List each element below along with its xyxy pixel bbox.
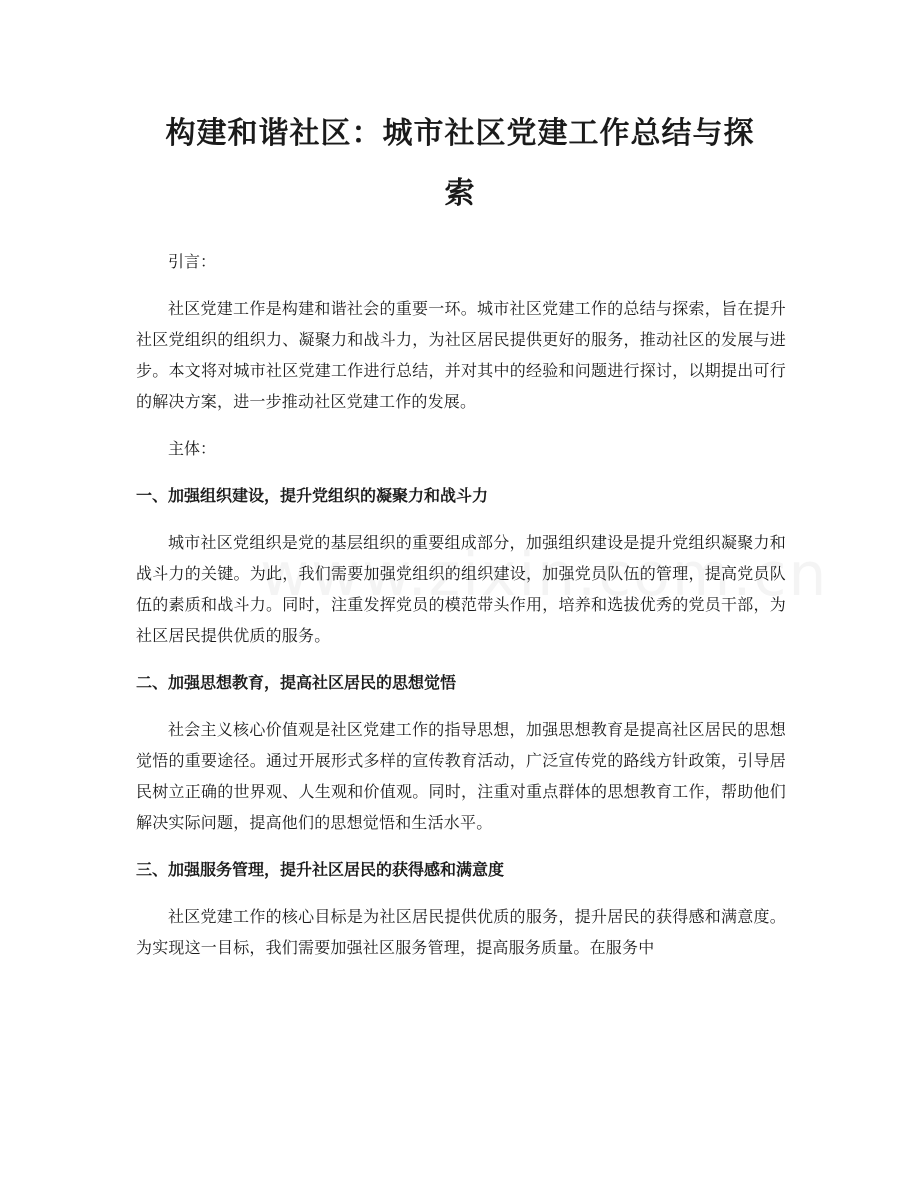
intro-label: 引言： bbox=[168, 252, 217, 271]
intro-paragraph: 社区党建工作是构建和谐社会的重要一环。城市社区党建工作的总结与探索，旨在提升社区党组织的组织力、凝聚力和战斗力，为社区居民提供更好的服务，推动社区的发展与进步。本文将对城市社区党建工作进行总结，并对其中的经验和问题进行探讨，以期提出可行的解决方案，进一步推动社区党建工作的发展。 bbox=[136, 299, 786, 411]
section-paragraph-2: 社会主义核心价值观是社区党建工作的指导思想，加强思想教育是提高社区居民的思想觉悟的重要途径。通过开展形式多样的宣传教育活动，广泛宣传党的路线方针政策，引导居民树立正确的世界观、人生观和价值观。同时，注重对重点群体的思想教育工作，帮助他们解决实际问题，提高他们的思想觉悟和生活水平。 bbox=[136, 720, 786, 832]
section-heading-1: 一、加强组织建设，提升党组织的凝聚力和战斗力 bbox=[136, 486, 489, 505]
section-heading-2: 二、加强思想教育，提高社区居民的思想觉悟 bbox=[136, 673, 457, 692]
section-heading-3: 三、加强服务管理，提升社区居民的获得感和满意度 bbox=[136, 860, 505, 879]
title-line-2: 索 bbox=[444, 176, 476, 211]
section-paragraph-1: 城市社区党组织是党的基层组织的重要组成部分，加强组织建设是提升党组织凝聚力和战斗力的关键。为此，我们需要加强党组织的组织建设，加强党员队伍的管理，提高党员队伍的素质和战斗力。同时，注重发挥党员的模范带头作用，培养和选拔优秀的党员干部，为社区居民提供优质的服务。 bbox=[136, 533, 786, 645]
document-body bbox=[136, 246, 786, 963]
document-title bbox=[120, 104, 800, 224]
section-paragraph-3: 社区党建工作的核心目标是为社区居民提供优质的服务，提升居民的获得感和满意度。为实现这一目标，我们需要加强社区服务管理，提高服务质量。在服务中 bbox=[136, 907, 786, 957]
body-label: 主体： bbox=[168, 439, 217, 458]
title-line-1: 构建和谐社区：城市社区党建工作总结与探 bbox=[165, 116, 755, 151]
